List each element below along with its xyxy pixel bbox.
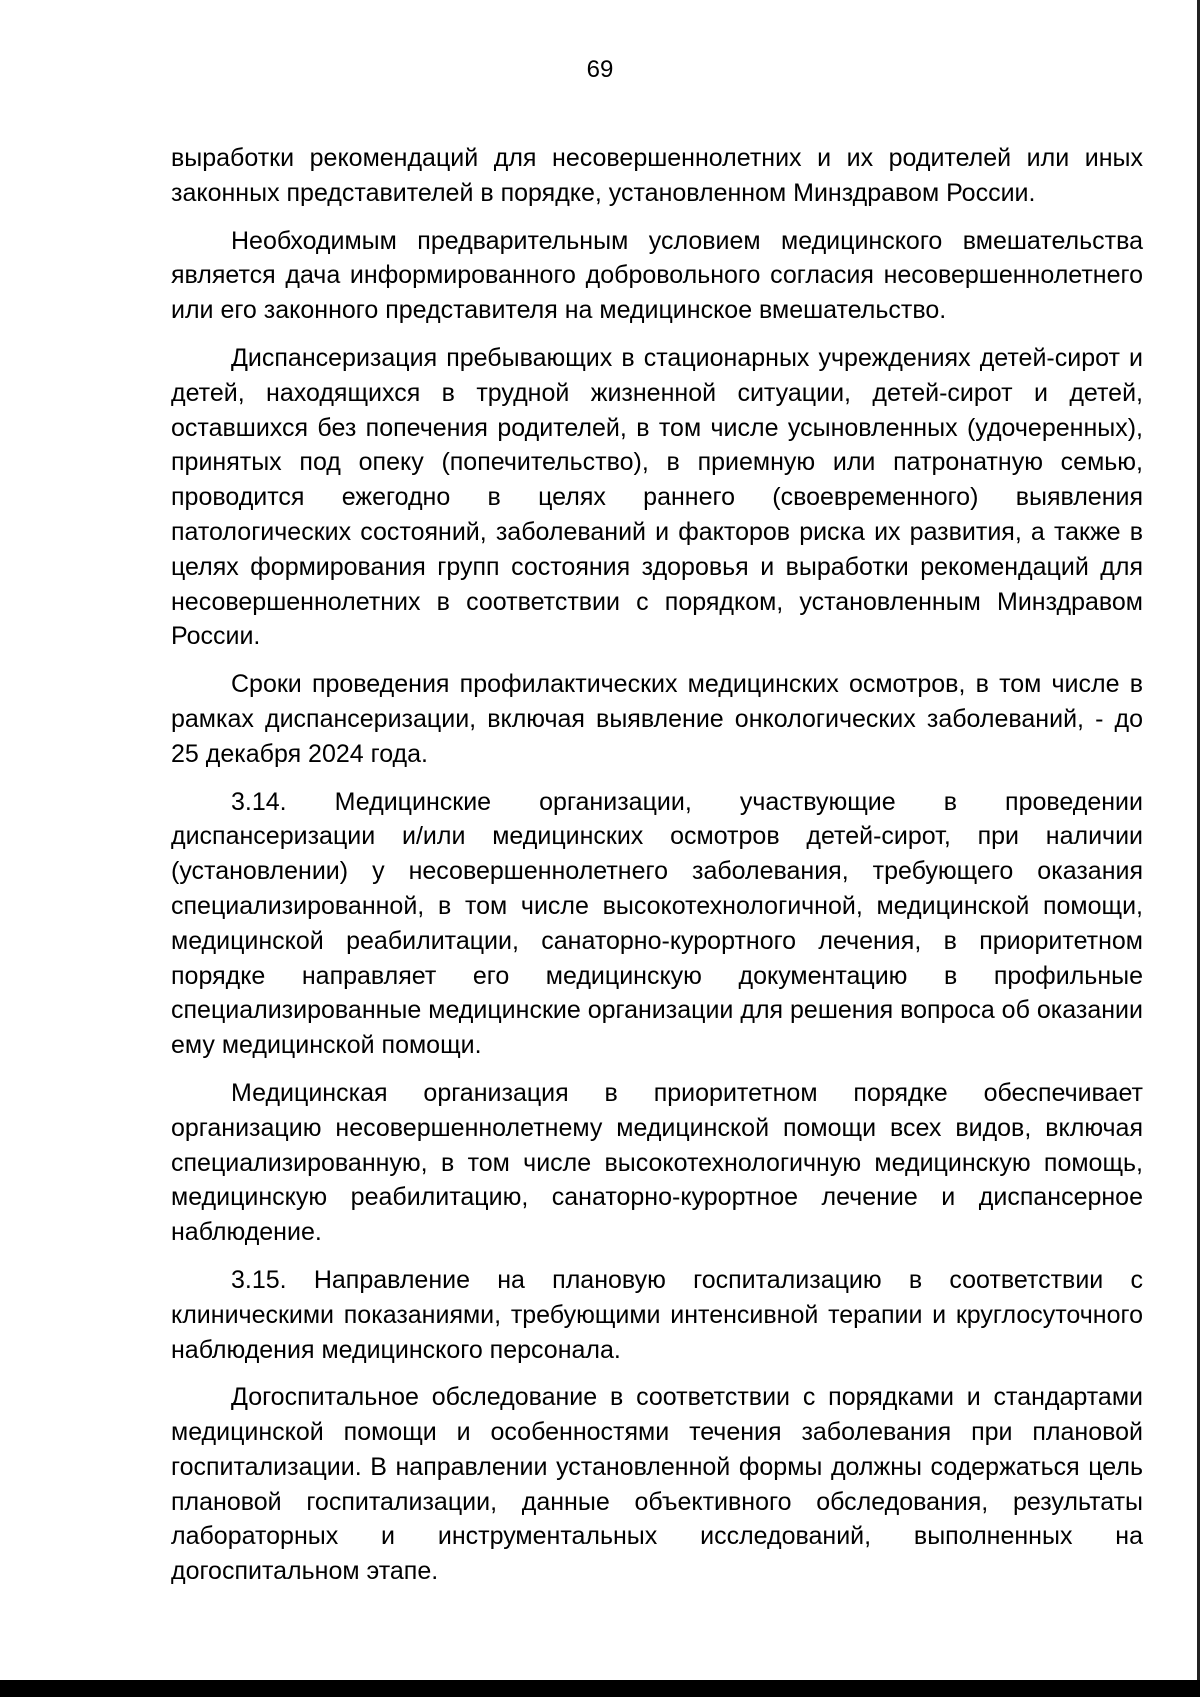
document-body <box>171 141 1143 1602</box>
paragraph-continuation: выработки рекомендаций для несовершеннолетних и их родителей или иных законных представителей в порядке, установленном Минздравом России. <box>171 144 1143 207</box>
paragraph-section-3-15: 3.15. Направление на плановую госпитализацию в соответствии с клиническими показаниями, требующими интенсивной терапии и круглосуточного наблюдения медицинского персонала. <box>171 1265 1143 1364</box>
paragraph-exam-deadlines: Сроки проведения профилактических медицинских осмотров, в том числе в рамках диспансеризации, включая выявление онкологических заболеваний, - до 25 декабря 2024 года. <box>171 670 1143 768</box>
paragraph-prehospital-exam: Догоспитальное обследование в соответствии с порядками и стандартами медицинской помощи и особенностями течения заболевания при плановой госпитализации. В направлении установленной формы должны содержаться цель плановой госпитализации, данные объективного обследования, результаты лабораторных и инструментальных исследований, выполненных на догоспитальном этапе. <box>171 1383 1143 1586</box>
paragraph-priority-care: Медицинская организация в приоритетном порядке обеспечивает организацию несовершеннолетнему медицинской помощи всех видов, включая специализированную, в том числе высокотехнологичную медицинскую помощь, медицинскую реабилитацию, санаторно-курортное лечение и диспансерное наблюдение. <box>171 1078 1143 1247</box>
page-number: 69 <box>586 56 614 83</box>
scan-edge-bottom <box>0 1680 1200 1697</box>
paragraph-informed-consent: Необходимым предварительным условием медицинского вмешательства является дача информированного добровольного согласия несовершеннолетнего или его законного представителя на медицинское вмешательство. <box>171 226 1143 325</box>
paragraph-section-3-14: 3.14. Медицинские организации, участвующие в проведении диспансеризации и/или медицинских осмотров детей-сирот, при наличии (установлении) у несовершеннолетнего заболевания, требующего оказания специализированной, в том числе высокотехнологичной, медицинской помощи, медицинской реабилитации, санаторно-курортного лечения, в приоритетном порядке направляет его медицинскую документацию в профильные специализированные медицинские организации для решения вопроса об оказании ему медицинской помощи. <box>171 787 1143 1060</box>
paragraph-orphan-dispensarization: Диспансеризация пребывающих в стационарных учреждениях детей-сирот и детей, находящихся в трудной жизненной ситуации, детей-сирот и детей, оставшихся без попечения родителей, в том числе усыновленных (удочеренных), принятых под опеку (попечительство), в приемную или патронатную семью, проводится ежегодно в целях раннего (своевременного) выявления патологических состояний, заболеваний и факторов риска их развития, а также в целях формирования групп состояния здоровья и выработки рекомендаций для несовершеннолетних в соответствии с порядком, установленным Минздравом России. <box>171 343 1143 651</box>
